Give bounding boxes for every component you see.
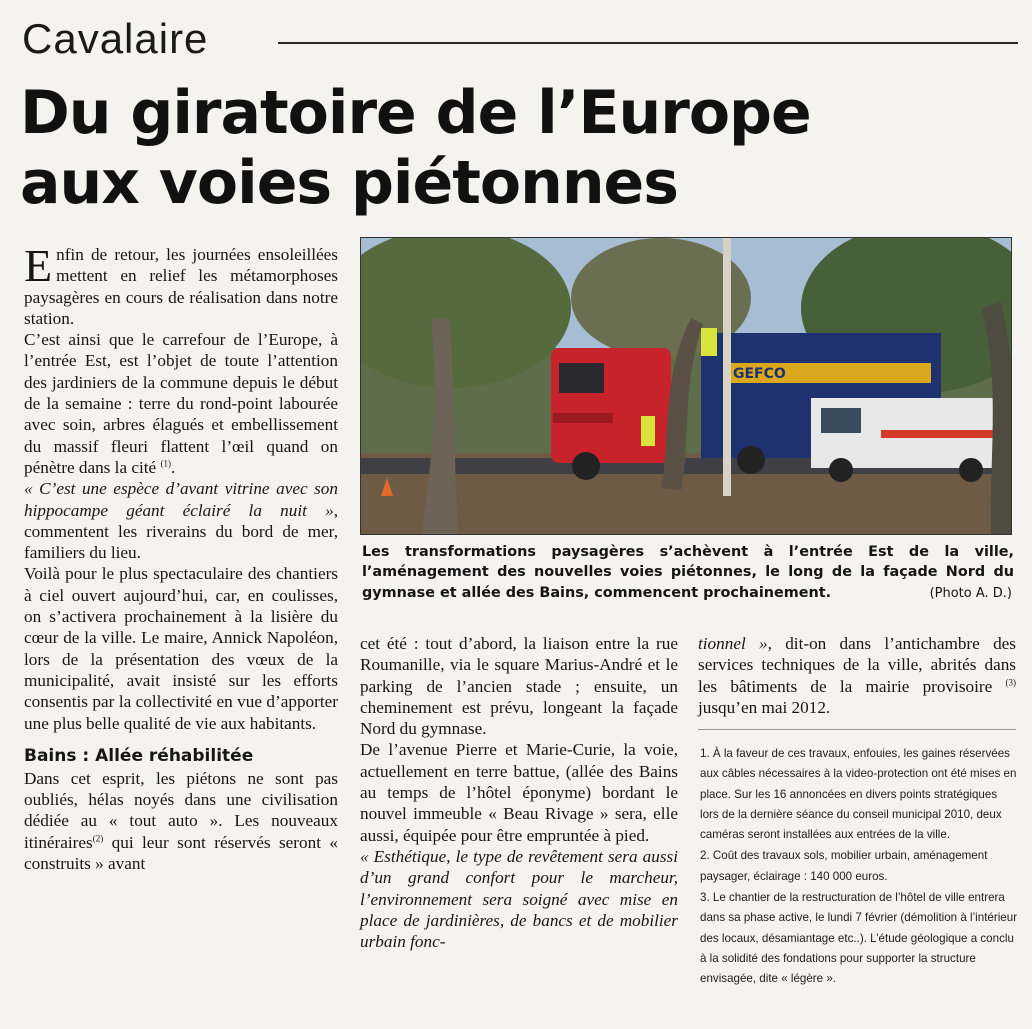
quote-end: tionnel » <box>698 634 768 653</box>
footnote-3: 3. Le chantier de la restructuration de l’hôtel de ville entrera dans sa phase active, le lundi 7 février (démolition à l’intérieur des locaux, désamiantage etc..). L’étude géologique a conclu à la solidité des fondations pour supporter la structure envisagée, dite « légère ». <box>700 891 1018 986</box>
col2-quote <box>360 846 678 952</box>
drop-cap: E <box>24 240 53 291</box>
headline-line-1: Du giratoire de l’Europe <box>20 78 811 148</box>
col3-text: , dit-on dans l’antichambre des services techniques de la ville, abrités dans les bâtiments de la mairie provisoire <box>698 634 1016 696</box>
paragraph-2-text: C’est ainsi que le carrefour de l’Europe, à l’entrée Est, est l’objet de toute l’attention des jardiniers de la commune depuis le début de la semaine : terre du rond-point labourée avec soin, arbres élagués et embellissement du massif fleuri flattent l’œil quand on pénètre dans la cité <box>24 330 338 477</box>
article-column-1 <box>24 240 338 874</box>
footnote-1: 1. À la faveur de ces travaux, enfouies, les gaines réservées aux câbles nécessaires à la video-protection ont été mises en place. Sur les 16 annoncées en divers points stratégiques lors de la dernière séance du conseil municipal 2010, deux caméras seront installées aux entrées de la ville. <box>700 747 1017 842</box>
article-photo <box>360 237 1012 535</box>
article-column-2 <box>360 633 678 952</box>
footnotes <box>700 744 1018 991</box>
footnote-ref-3: (3) <box>1005 676 1017 687</box>
quote-esthetique: « Esthétique, le type de revêtement sera aussi d’un grand confort pour le marcheur, l’environnement sera soigné avec mise en place de jardinières, de bancs et de mobilier urbain fonc- <box>360 846 678 952</box>
section-kicker: Cavalaire <box>22 15 209 62</box>
footnotes-rule <box>698 729 1016 730</box>
truck-brand: GEFCO <box>733 366 786 382</box>
paragraph-3 <box>24 478 338 563</box>
footnote-ref-2: (2) <box>92 832 104 843</box>
kicker-rule <box>278 42 1018 44</box>
paragraph-3-text: , commentent les riverains du bord de mer, familiers du lieu. <box>24 500 338 563</box>
footnote-2: 2. Coût des travaux sols, mobilier urbain, aménagement paysager, éclairage : 140 000 euros. <box>700 849 988 883</box>
subheading: Bains : Allée réhabilitée <box>24 745 254 766</box>
headline <box>20 78 880 218</box>
paragraph-5-text-a: Dans cet esprit, les piétons ne sont pas oubliés, hélas noyés dans une civilisation dédiée au « tout auto ». Les nouveaux itinéraires <box>24 768 338 852</box>
col3-paragraph-1 <box>698 633 1016 718</box>
photo-credit: (Photo A. D.) <box>929 586 1012 601</box>
footnote-ref-1: (1) <box>160 458 171 469</box>
paragraph-2: C’est ainsi que le carrefour de l’Europe, à l’entrée Est, est l’objet de toute l’attention des jardiniers de la commune depuis le début de la semaine : terre du rond-point labourée avec soin, arbres élagués et embellissement du massif fleuri flattent l’œil quand on pénètre dans la cité $^{(1)}$. <box>24 330 338 477</box>
col3-text-end: jusqu’en mai 2012. <box>698 697 831 717</box>
paragraph-1-text: nfin de retour, les journées ensoleillées mettent en relief les métamorphoses paysagères en cours de réalisation dans notre station. <box>24 245 338 328</box>
photo-caption: Les transformations paysagères s’achèvent à l’entrée Est de la ville, l’aménagement des nouvelles voies piétonnes, le long de la façade Nord du gymnase et allée des Bains, commencent prochainement. <box>362 544 1014 601</box>
paragraph-1 <box>24 240 338 329</box>
photo-illustration <box>361 238 1012 535</box>
paragraph-4: Voilà pour le plus spectaculaire des chantiers à ciel ouvert aujourd’hui, car, en coulisses, on s’activera prochainement à la lisière du cœur de la ville. Le maire, Annick Napoléon, lors de la présentation des vœux de la municipalité, avait insisté sur les efforts consentis par la collectivité en vue d’apporter une plus belle qualité de vie aux habitants. <box>24 564 338 733</box>
col2-paragraph-1: cet été : tout d’abord, la liaison entre la rue Roumanille, via le square Marius-André et le parking de l’ancien stade ; ensuite, un cheminement est prévu, longeant la façade Nord du gymnase. <box>360 634 678 739</box>
article-column-3 <box>698 633 1016 718</box>
paragraph-5-text-b: qui leur sont réservés seront « construits » avant <box>24 832 338 874</box>
col2-paragraph-2: De l’avenue Pierre et Marie-Curie, la voie, actuellement en terre battue, (allée des Bains au temps de l’hôtel éponyme) bordant le nouvel immeuble « Beau Rivage » sera, elle aussi, équipée pour être empruntée à pied. <box>360 740 678 845</box>
paragraph-5 <box>24 768 338 874</box>
quote-riverains: « C’est une espèce d’avant vitrine avec son hippocampe géant éclairé la nuit » <box>24 479 338 520</box>
headline-line-2: aux voies piétonnes <box>20 148 678 218</box>
